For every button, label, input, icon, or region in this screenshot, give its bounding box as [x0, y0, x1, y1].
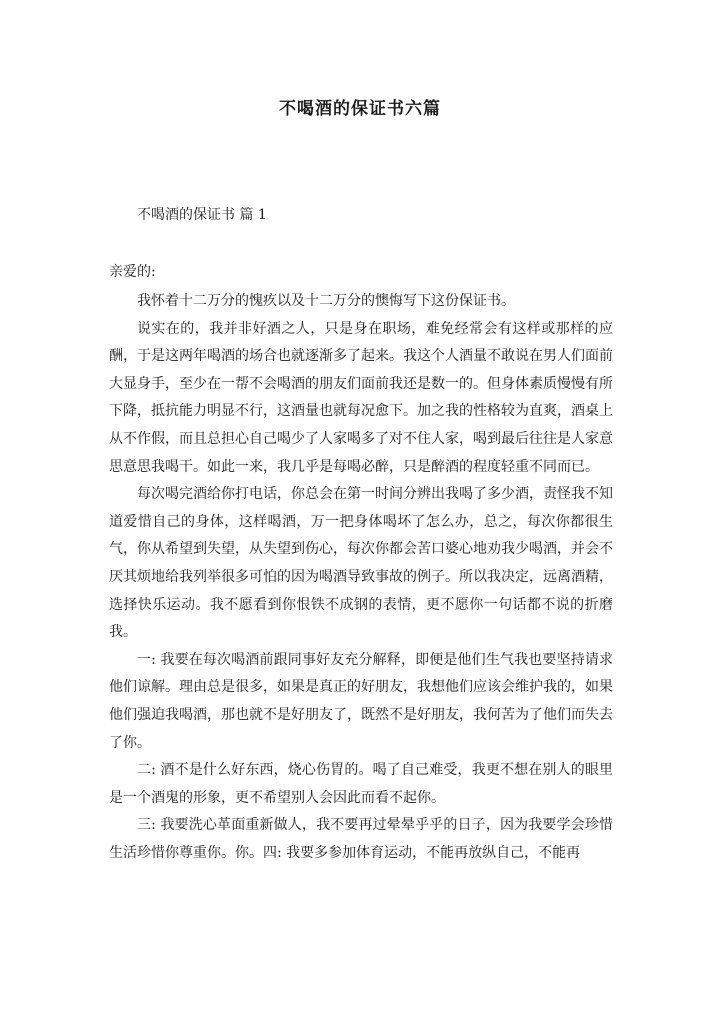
paragraph-intro: 我怀着十二万分的愧疚以及十二万分的懊悔写下这份保证书。	[137, 293, 515, 309]
paragraph-decision: 每次喝完酒给你打电话，你总会在第一时间分辨出我喝了多少酒，责怪我不知道爱惜自己的身体，这样喝酒，万一把身体喝坏了怎么办，总之，每次你都很生气，你从希望到失望，从失望到伤心，每次你都会苦口婆心地劝我少喝酒，并会不厌其烦地给我列举很多可怕的因为喝酒导致事故的例子。所以我决定，远离酒精，选择快乐运动。我不愿看到你恨铁不成钢的表情，更不愿你一句话都不说的折磨我。	[109, 486, 613, 641]
document-body	[109, 288, 613, 867]
paragraph-pledge-3: 三: 我要洗心革面重新做人，我不要再过晕晕乎乎的日子，因为我要学会珍惜生活珍惜你尊重你。你。四: 我要多参加体育运动，不能再放纵自己，不能再	[109, 817, 613, 861]
paragraph-background: 说实在的，我并非好酒之人，只是身在职场，难免经常会有这样或那样的应酬，于是这两年喝酒的场合也就逐渐多了起来。我这个人酒量不敢说在男人们面前大显身手，至少在一帮不会喝酒的朋友们面前我还是数一的。但身体素质慢慢有所下降，抵抗能力明显不行，这酒量也就每况愈下。加之我的性格较为直爽，酒桌上从不作假，而且总担心自己喝少了人家喝多了对不住人家，喝到最后往往是人家意思意思我喝干。如此一来，我几乎是每喝必醉，只是醉酒的程度轻重不同而已。	[109, 320, 613, 475]
paragraph-pledge-2: 二: 酒不是什么好东西，烧心伤胃的。喝了自己难受，我更不想在别人的眼里是一个酒鬼的形象，更不希望别人会因此而看不起你。	[109, 762, 613, 806]
paragraph-pledge-1: 一: 我要在每次喝酒前跟同事好友充分解释，即便是他们生气我也要坚持请求他们谅解。理由总是很多，如果是真正的好朋友，我想他们应该会维护我的，如果他们强迫我喝酒，那也就不是好朋友了，既然不是好朋友，我何苦为了他们而失去了你。	[109, 651, 613, 751]
section-heading: 不喝酒的保证书 篇 1	[137, 207, 267, 223]
document-title: 不喝酒的保证书六篇	[279, 99, 441, 119]
salutation: 亲爱的:	[109, 264, 156, 280]
